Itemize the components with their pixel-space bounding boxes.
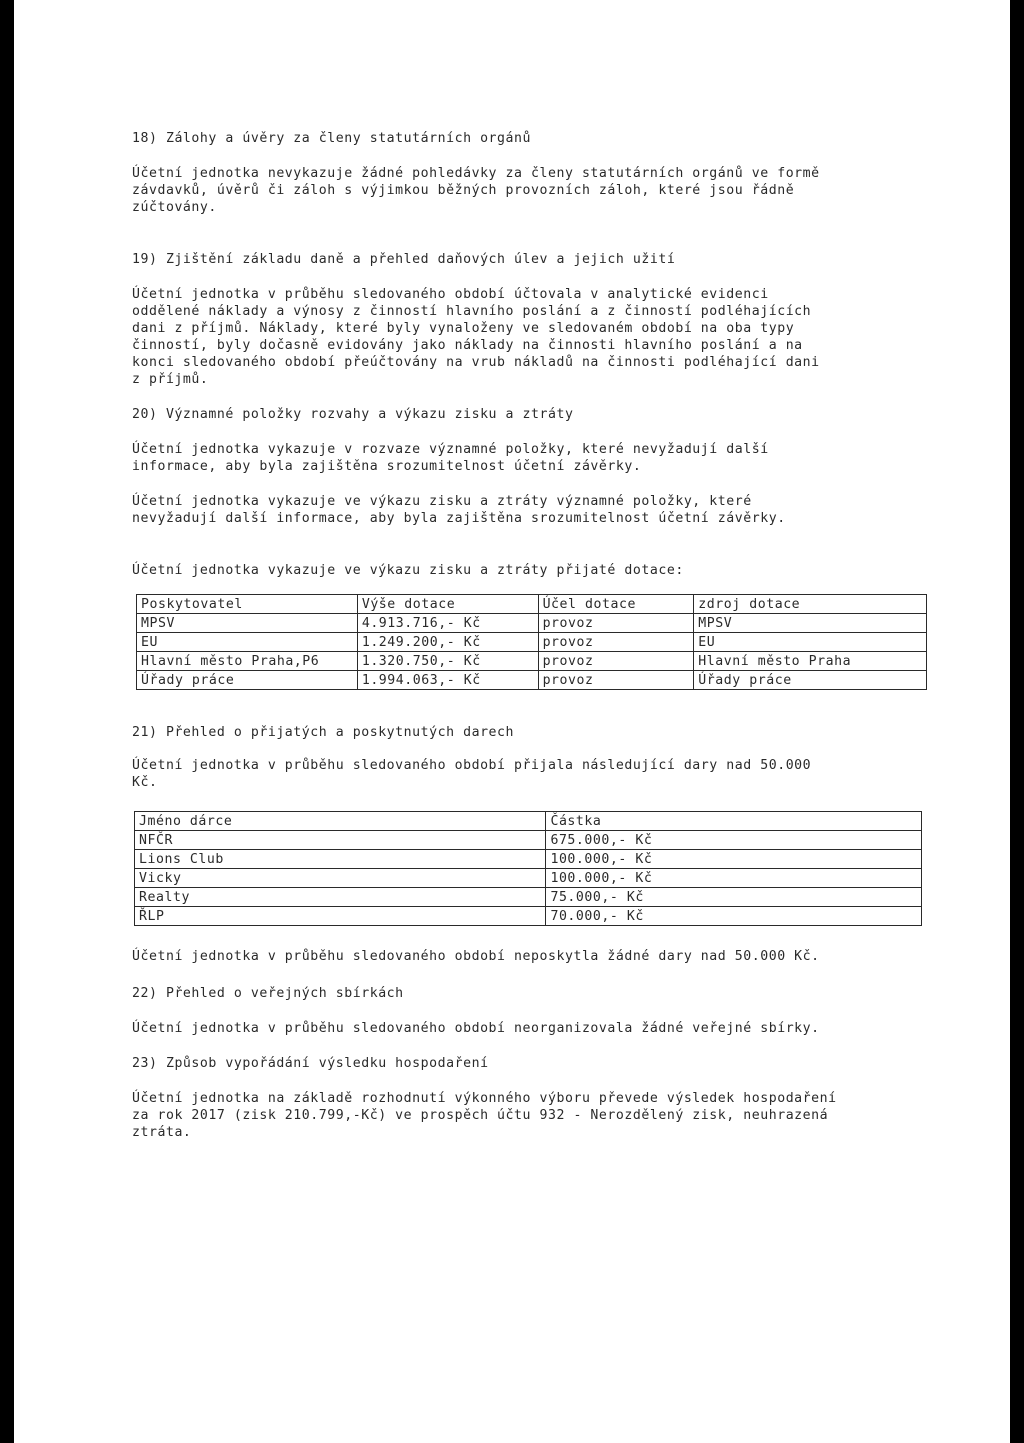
table-cell: 1.249.200,- Kč <box>357 633 538 652</box>
table-cell: 70.000,- Kč <box>546 907 922 926</box>
header-cell: zdroj dotace <box>694 595 927 614</box>
table-cell: provoz <box>538 671 694 690</box>
section-18-text: Účetní jednotka nevykazuje žádné pohledávky za členy statutárních orgánů ve formě závdavků, úvěrů či záloh s výjimkou běžných provozních záloh, které jsou řádně zúčtovány. <box>132 166 820 215</box>
table-row <box>137 671 927 690</box>
table-cell: EU <box>694 633 927 652</box>
section-23-heading: 23) Způsob vypořádání výsledku hospodaření <box>132 1056 489 1071</box>
table-row <box>135 888 922 907</box>
table-cell: 675.000,- Kč <box>546 831 922 850</box>
section-20-heading: 20) Významné položky rozvahy a výkazu zisku a ztráty <box>132 407 574 422</box>
table-cell: ŘLP <box>135 907 546 926</box>
header-cell: Výše dotace <box>357 595 538 614</box>
document-page <box>14 0 1010 1443</box>
table-row <box>135 869 922 888</box>
donors-table <box>134 811 922 926</box>
section-21-paragraph-2: Účetní jednotka v průběhu sledovaného období neposkytla žádné dary nad 50.000 Kč. <box>132 949 820 964</box>
table-cell: EU <box>137 633 358 652</box>
table-cell: MPSV <box>694 614 927 633</box>
section-19-text: Účetní jednotka v průběhu sledovaného období účtovala v analytické evidenci oddělené náklady a výnosy z činností hlavního poslání a z činností podléhajících dani z příjmů. Náklady, které byly vynaloženy ve sledovaném období na oba typy činností, byly dočasně evidovány jako náklady na činnosti hlavního poslání a na konci sledovaného období přeúčtovány na vrub nákladů na činnosti podléhající dani z příjmů. <box>132 287 820 387</box>
table-cell: 1.994.063,- Kč <box>357 671 538 690</box>
section-22-text: Účetní jednotka v průběhu sledovaného období neorganizovala žádné veřejné sbírky. <box>132 1021 820 1036</box>
table-row <box>135 850 922 869</box>
table-cell: 1.320.750,- Kč <box>357 652 538 671</box>
table-header-row <box>135 812 922 831</box>
section-20-paragraph-3: Účetní jednotka vykazuje ve výkazu zisku a ztráty přijaté dotace: <box>132 563 684 578</box>
subsidy-table <box>136 594 927 690</box>
table-row <box>135 831 922 850</box>
table-cell: 4.913.716,- Kč <box>357 614 538 633</box>
section-23-text: Účetní jednotka na základě rozhodnutí výkonného výboru převede výsledek hospodaření za rok 2017 (zisk 210.799,-Kč) ve prospěch účtu 932 - Nerozdělený zisk, neuhrazená ztráta. <box>132 1091 837 1140</box>
table-row <box>137 633 927 652</box>
section-22-heading: 22) Přehled o veřejných sbírkách <box>132 986 404 1001</box>
table-cell: 100.000,- Kč <box>546 869 922 888</box>
section-20-paragraph-1: Účetní jednotka vykazuje v rozvaze významné položky, které nevyžadují další informace, aby byla zajištěna srozumitelnost účetní závěrky. <box>132 442 769 474</box>
table-cell: Úřady práce <box>137 671 358 690</box>
table-cell: Hlavní město Praha,P6 <box>137 652 358 671</box>
page-content <box>132 130 892 1141</box>
section-19-heading: 19) Zjištění základu daně a přehled daňových úlev a jejich užití <box>132 252 676 267</box>
table-cell: provoz <box>538 614 694 633</box>
table-row <box>137 614 927 633</box>
table-cell: 75.000,- Kč <box>546 888 922 907</box>
table-cell: NFČR <box>135 831 546 850</box>
section-20-paragraph-2: Účetní jednotka vykazuje ve výkazu zisku a ztráty významné položky, které nevyžadují další informace, aby byla zajištěna srozumitelnost účetní závěrky. <box>132 494 786 526</box>
table-cell: provoz <box>538 633 694 652</box>
table-cell: 100.000,- Kč <box>546 850 922 869</box>
table-row <box>137 652 927 671</box>
table-cell: Lions Club <box>135 850 546 869</box>
header-cell: Poskytovatel <box>137 595 358 614</box>
section-21-paragraph-1: Účetní jednotka v průběhu sledovaného období přijala následující dary nad 50.000 Kč. <box>132 758 812 790</box>
table-cell: Realty <box>135 888 546 907</box>
table-cell: provoz <box>538 652 694 671</box>
table-cell: Vicky <box>135 869 546 888</box>
section-21-heading: 21) Přehled o přijatých a poskytnutých darech <box>132 725 515 740</box>
table-header-row <box>137 595 927 614</box>
table-row <box>135 907 922 926</box>
header-cell: Účel dotace <box>538 595 694 614</box>
table-cell: Hlavní město Praha <box>694 652 927 671</box>
table-cell: Úřady práce <box>694 671 927 690</box>
header-cell: Částka <box>546 812 922 831</box>
header-cell: Jméno dárce <box>135 812 546 831</box>
table-cell: MPSV <box>137 614 358 633</box>
section-18-heading: 18) Zálohy a úvěry za členy statutárních orgánů <box>132 131 532 146</box>
